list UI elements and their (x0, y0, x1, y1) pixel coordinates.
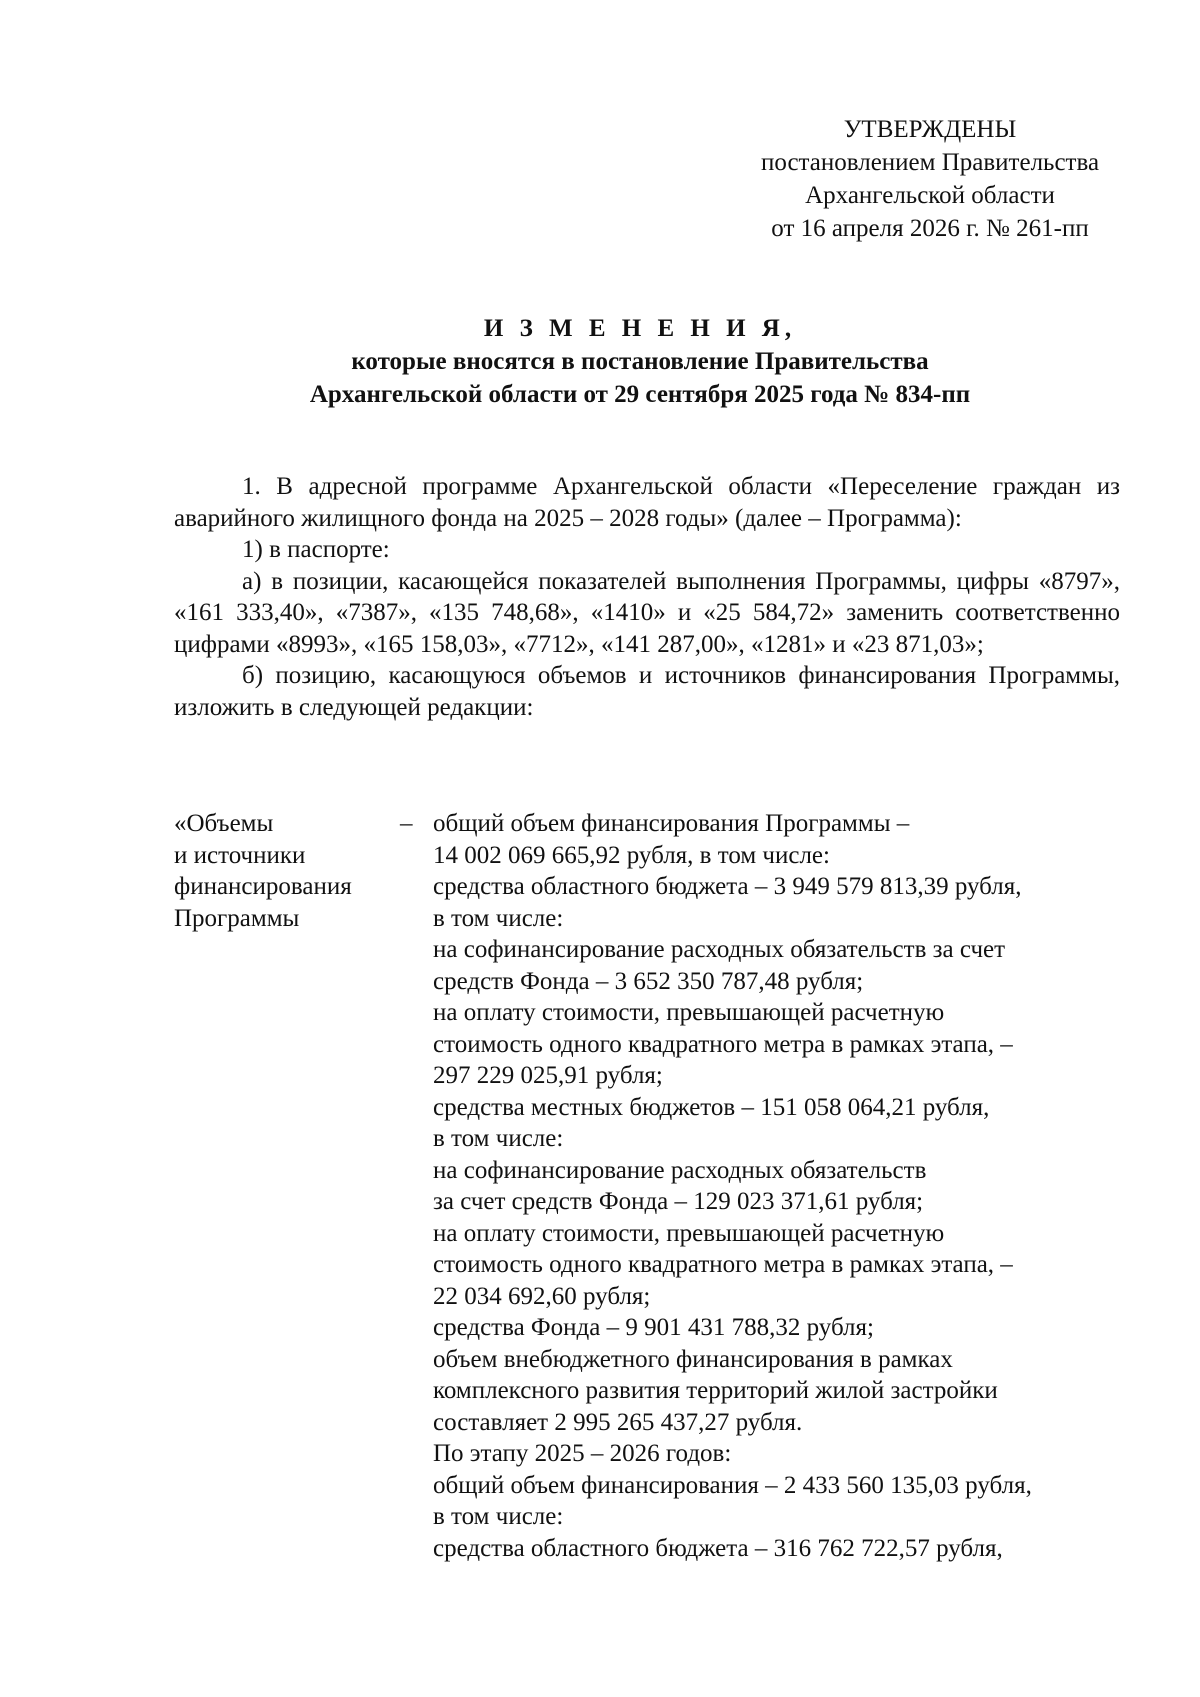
funding-line: стоимость одного квадратного метра в рамках этапа, – (433, 1251, 1013, 1278)
paragraph-3: а) в позиции, касающейся показателей выполнения Программы, цифры «8797», «161 333,40», «7387», «135 748,68», «1410» и «25 584,72» заменить соответственно цифрами «8993», «165 158,03», «7712», «141 287,00», «1281» и «23 871,03»; (174, 567, 1120, 658)
funding-label-line: финансирования (174, 873, 352, 900)
funding-line: средства областного бюджета – 316 762 722,57 рубля, (433, 1534, 1003, 1562)
funding-line: 22 034 692,60 рубля; (433, 1282, 651, 1310)
funding-line: средства Фонда – 9 901 431 788,32 рубля; (433, 1314, 874, 1341)
funding-line: составляет 2 995 265 437,27 рубля. (433, 1408, 803, 1436)
funding-line: средств Фонда – 3 652 350 787,48 рубля; (433, 967, 864, 995)
funding-dash: – (400, 810, 413, 837)
document-body (174, 471, 1120, 723)
funding-label-line: Программы (174, 904, 300, 932)
approval-line: Архангельской области (805, 182, 1055, 209)
funding-line: стоимость одного квадратного метра в рамках этапа, – (433, 1030, 1013, 1058)
title-subline: Архангельской области от 29 сентября 2025 года № 834-пп (309, 381, 971, 408)
funding-line: общий объем финансирования – 2 433 560 135,03 рубля, (433, 1471, 1032, 1499)
paragraph-2: 1) в паспорте: (242, 536, 390, 563)
funding-line: в том числе: (433, 1125, 564, 1152)
funding-line: в том числе: (433, 904, 564, 932)
funding-line: на оплату стоимости, превышающей расчетную (433, 999, 945, 1026)
approval-stamp (735, 113, 1125, 245)
funding-line: средства местных бюджетов – 151 058 064,21 рубля, (433, 1093, 990, 1121)
funding-label-line: и источники (174, 841, 306, 869)
approval-line: постановлением Правительства (760, 149, 1100, 176)
approval-line: от 16 апреля 2026 г. № 261-пп (771, 215, 1089, 242)
funding-label-line: «Объемы (174, 810, 274, 837)
paragraph-1: 1. В адресной программе Архангельской области «Переселение граждан из аварийного жилищного фонда на 2025 – 2028 годы» (далее – Программа): (174, 473, 1120, 532)
funding-line: на оплату стоимости, превышающей расчетную (433, 1219, 945, 1247)
funding-line: объем внебюджетного финансирования в рамках (433, 1345, 953, 1373)
title-heading: И З М Е Н Е Н И Я, (483, 315, 797, 342)
title-subline: которые вносятся в постановление Правительства (351, 348, 929, 375)
funding-line: на софинансирование расходных обязательств за счет (433, 936, 1006, 963)
funding-line: за счет средств Фонда – 129 023 371,61 рубля; (433, 1188, 924, 1215)
funding-details (433, 808, 1123, 1564)
funding-label (174, 808, 384, 934)
funding-line: комплексного развития территорий жилой застройки (433, 1377, 998, 1404)
funding-line: на софинансирование расходных обязательств (433, 1156, 927, 1184)
document-title (160, 312, 1120, 411)
funding-line: По этапу 2025 – 2026 годов: (433, 1440, 732, 1467)
approval-line: УТВЕРЖДЕНЫ (843, 116, 1017, 143)
funding-line: в том числе: (433, 1503, 564, 1530)
funding-line: общий объем финансирования Программы – (433, 810, 910, 837)
funding-line: средства областного бюджета – 3 949 579 813,39 рубля, (433, 873, 1022, 900)
funding-line: 297 229 025,91 рубля; (433, 1062, 663, 1089)
funding-line: 14 002 069 665,92 рубля, в том числе: (433, 841, 830, 869)
paragraph-4: б) позицию, касающуюся объемов и источников финансирования Программы, изложить в следующей редакции: (174, 662, 1120, 721)
